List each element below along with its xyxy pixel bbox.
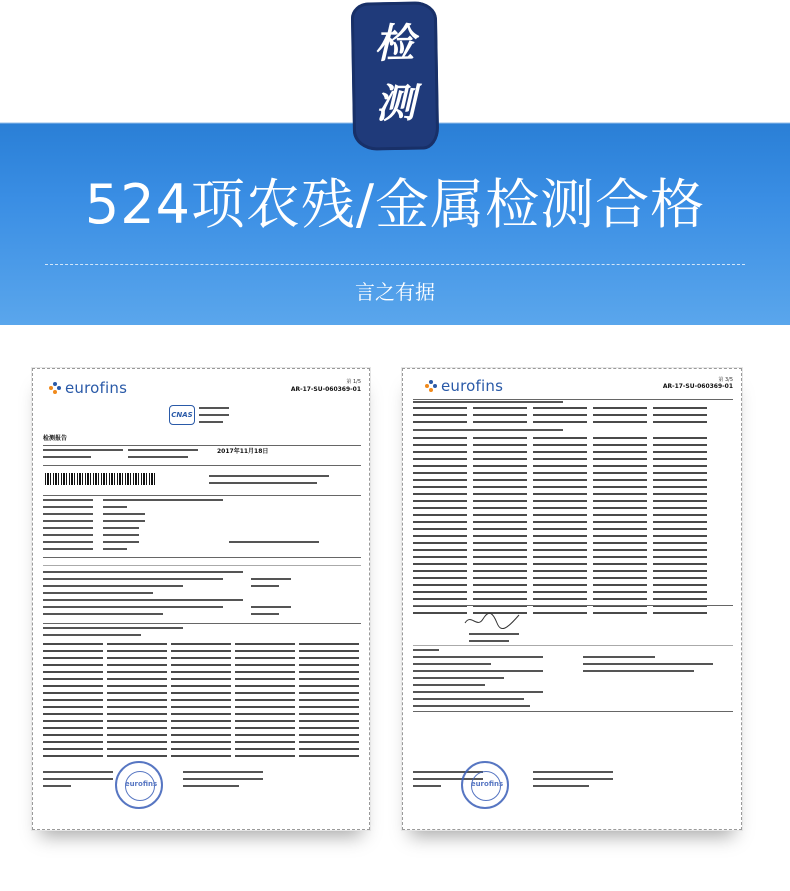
lab-address	[43, 771, 113, 792]
rule	[43, 565, 361, 566]
pesticide-list-col-5	[299, 643, 359, 762]
rule	[413, 399, 733, 400]
test-report-page-3	[402, 368, 742, 830]
rule	[43, 623, 361, 624]
sample-labels	[43, 499, 93, 555]
barcode	[45, 473, 155, 485]
notes-right	[583, 656, 713, 677]
pesticide-list-col-3	[171, 643, 231, 762]
lab-stamp	[461, 761, 509, 809]
logo-text: eurofins	[441, 377, 504, 395]
list-col-4a	[593, 407, 647, 428]
report-heading: 检测报告	[43, 435, 68, 442]
list-col-1b	[413, 437, 467, 619]
stamp-text: eurofins	[470, 780, 504, 788]
method-block	[43, 571, 243, 620]
report-number: AR-17-SU-060369-01	[662, 383, 733, 390]
page-number: 第 3/5	[718, 377, 733, 383]
page-number: 第 1/5	[346, 379, 361, 385]
list-col-2b	[473, 437, 527, 619]
banner	[0, 0, 790, 325]
lab-stamp	[115, 761, 163, 809]
sample-weight	[229, 541, 319, 548]
lab-contact	[183, 771, 263, 792]
list-col-3b	[533, 437, 587, 619]
banner-subtitle: 言之有据	[355, 280, 435, 304]
list-col-2a	[473, 407, 527, 428]
notes-left	[413, 649, 543, 712]
logo-text: eurofins	[65, 379, 128, 397]
report-meta-labels	[43, 449, 123, 463]
test-report-page-1	[32, 368, 370, 830]
banner-title: 524项农残/金属检测合格	[84, 173, 706, 236]
signature	[463, 609, 523, 631]
report-number: AR-17-SU-060369-01	[290, 386, 361, 393]
report-meta-values	[128, 449, 198, 463]
rule	[413, 645, 733, 646]
lab-contact	[533, 771, 613, 792]
cnas-logo: CNAS	[169, 405, 195, 425]
list-col-4b	[593, 437, 647, 619]
seal-char-1: 检	[374, 19, 415, 68]
list-col-5b	[653, 437, 707, 619]
results-heading	[43, 627, 183, 641]
client-info	[209, 475, 329, 489]
result-values	[251, 578, 291, 620]
pesticide-list-col-2	[107, 643, 167, 762]
eurofins-logo	[49, 379, 127, 397]
eurofins-dots-icon	[49, 382, 61, 394]
rule	[413, 711, 733, 712]
rule	[43, 495, 361, 496]
pesticide-list-col-1	[43, 643, 103, 762]
rule	[43, 445, 361, 446]
eurofins-dots-icon	[425, 380, 437, 392]
eurofins-logo	[425, 377, 503, 395]
sample-values	[103, 499, 223, 555]
divider	[45, 264, 745, 265]
list-col-3a	[533, 407, 587, 428]
seal-stamp	[351, 1, 440, 150]
list-col-5a	[653, 407, 707, 428]
rule	[43, 465, 361, 466]
rule	[413, 605, 733, 606]
seal-char-2: 测	[375, 79, 416, 128]
list-col-1a	[413, 407, 467, 428]
rule	[43, 557, 361, 558]
stamp-text: eurofins	[124, 780, 158, 788]
section-heading-2	[413, 429, 563, 436]
pesticide-list-col-4	[235, 643, 295, 762]
issue-date: 2017年11月18日	[217, 448, 269, 455]
cnas-caption	[199, 407, 229, 428]
